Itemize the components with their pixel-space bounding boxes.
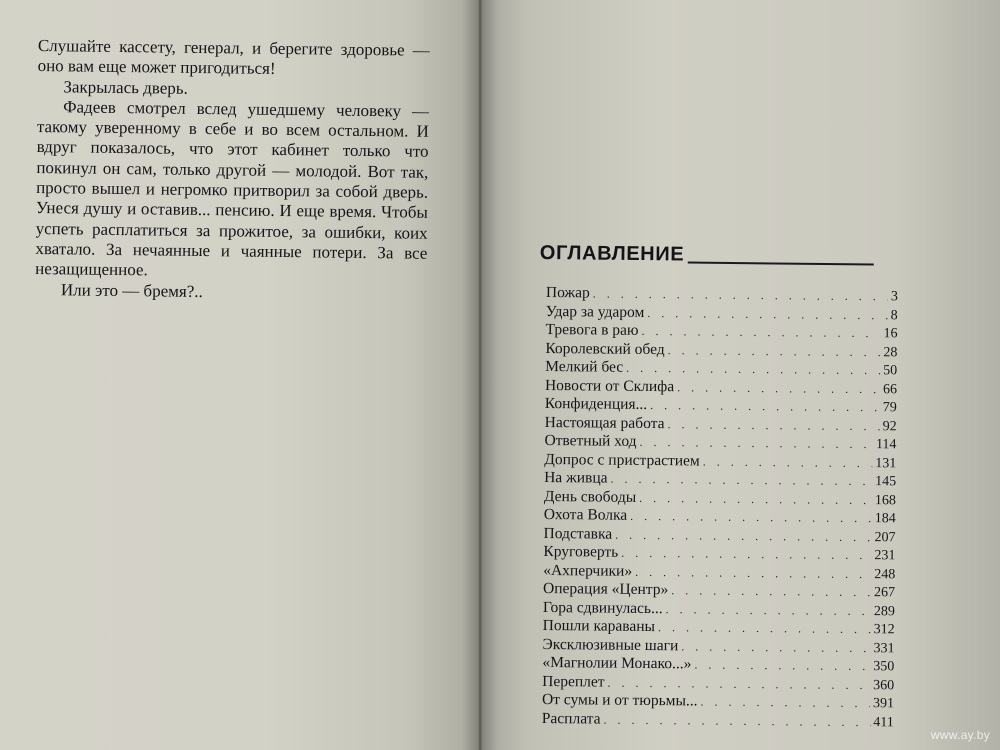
paragraph: Слушайте кассету, генерал, и берегите здоровье — оно вам еще может пригодиться! [37, 36, 430, 79]
toc-dot-leader [671, 581, 871, 601]
toc-entry-page: 331 [873, 640, 895, 656]
toc-entry-page: 231 [874, 548, 896, 564]
toc-entry-label: Мелкий бес [545, 357, 624, 376]
toc-dot-leader [677, 378, 880, 398]
toc-entry-page: 50 [883, 363, 898, 379]
toc-dot-leader [681, 637, 870, 657]
toc-dot-leader [694, 655, 870, 675]
toc-dot-leader [626, 359, 880, 380]
toc-dot-leader [667, 415, 879, 436]
toc-entry-page: 92 [882, 418, 897, 434]
toc-entry-label: «Ахперчики» [543, 561, 633, 580]
toc-dot-leader [621, 544, 871, 565]
toc-entry-label: Круговерть [543, 542, 619, 561]
toc-entry-label: Охота Волка [543, 505, 628, 524]
toc-dot-leader [603, 710, 870, 731]
toc-dot-leader [647, 303, 888, 324]
toc-entry-page: 145 [875, 474, 897, 490]
toc-entry [542, 709, 894, 731]
toc-entry-page: 16 [883, 326, 898, 342]
paragraph: Фадеев смотрел вслед ушедшему человеку — такому уверенному в себе и во всем остальном. И вдруг показалось, что этот кабинет только что покинул он сам, только другой — молодой. Вот так, просто вышел и негромко притворил за собой дверь. Унеся душу и оставив... пенсию. И еще время. Чтобы успеть расплатиться за прожитое, за ошибки, коих хватало. За нечаянные и чаянные потери. За все незащищенное. [35, 97, 430, 280]
toc-entry-label: День свободы [543, 487, 637, 506]
toc-entry-label: Гора сдвинулась... [542, 598, 663, 617]
toc-entry-page: 3 [890, 289, 898, 305]
toc-dot-leader [650, 396, 880, 417]
toc-entry-label: Переплет [542, 672, 605, 691]
toc-entry-page: 207 [874, 529, 896, 545]
toc-title: ОГЛАВЛЕНИЕ [539, 241, 685, 266]
toc-entry-page: 131 [875, 455, 897, 471]
watermark: www.ay.by [930, 728, 990, 742]
toc-entry-page: 312 [873, 622, 895, 638]
toc-dot-leader [610, 470, 872, 491]
toc-entry-label: На живца [544, 468, 608, 487]
toc-entry-page: 184 [874, 511, 896, 527]
toc-entry-page: 267 [873, 585, 896, 601]
toc-entry-page: 66 [882, 381, 898, 397]
paragraph: Или это — бремя?.. [60, 279, 203, 301]
toc-entry-page: 28 [883, 344, 898, 360]
toc-entry-label: Настоящая работа [544, 413, 665, 432]
toc-entry-page: 411 [873, 714, 894, 730]
toc-entry-label: Подставка [543, 524, 613, 543]
toc-list [542, 284, 898, 731]
toc-dot-leader [700, 693, 870, 713]
toc-dot-leader [615, 525, 872, 546]
toc-dot-leader [668, 341, 881, 362]
toc-entry-page: 168 [874, 492, 897, 508]
toc-entry-page: 114 [875, 437, 897, 453]
left-page-text [35, 36, 430, 305]
toc-dot-leader [641, 322, 880, 343]
toc-dot-leader [658, 618, 871, 639]
toc-entry-label: Новости от Склифа [544, 376, 675, 395]
toc-entry-label: Пожар [545, 284, 590, 302]
toc-entry-page: 289 [873, 603, 895, 619]
toc-entry-label: Удар за ударом [545, 302, 645, 321]
toc-dot-leader [639, 433, 873, 454]
toc-entry-label: Допрос с пристрастием [544, 450, 700, 469]
toc-entry-page: 360 [873, 677, 895, 693]
left-page [0, 0, 478, 750]
toc-entry-label: Тревога в раю [545, 320, 639, 339]
toc-entry-label: От сумы и от тюрьмы... [541, 690, 698, 710]
toc-title-rule [688, 262, 874, 266]
toc-entry-page: 391 [872, 696, 895, 712]
toc-entry-label: «Магнолии Монако...» [542, 653, 692, 673]
toc-dot-leader [666, 600, 871, 620]
toc-dot-leader [703, 452, 873, 472]
book-gutter [462, 0, 498, 750]
toc-entry-page: 8 [890, 307, 898, 323]
toc-entry-page: 350 [873, 659, 895, 675]
paragraph: Закрылась дверь. [63, 76, 188, 98]
toc-entry-label: Операция «Центр» [542, 579, 669, 599]
toc-entry-page: 79 [882, 400, 897, 416]
toc-dot-leader [635, 562, 871, 583]
toc-entry-page: 248 [874, 566, 896, 582]
toc-dot-leader [639, 488, 872, 509]
toc-entry-label: Конфиденция... [544, 394, 648, 413]
toc-header [540, 240, 880, 278]
toc-entry-label: Пошли караваны [542, 616, 656, 636]
toc-dot-leader [607, 673, 870, 694]
toc-dot-leader [630, 507, 872, 528]
toc-entry-label: Расплата [541, 709, 601, 728]
right-page [478, 0, 1000, 750]
toc-entry-label: Эксклюзивные шаги [542, 635, 679, 654]
toc-entry-label: Ответный ход [544, 431, 637, 450]
toc-entry-label: Королевский обед [545, 339, 665, 358]
